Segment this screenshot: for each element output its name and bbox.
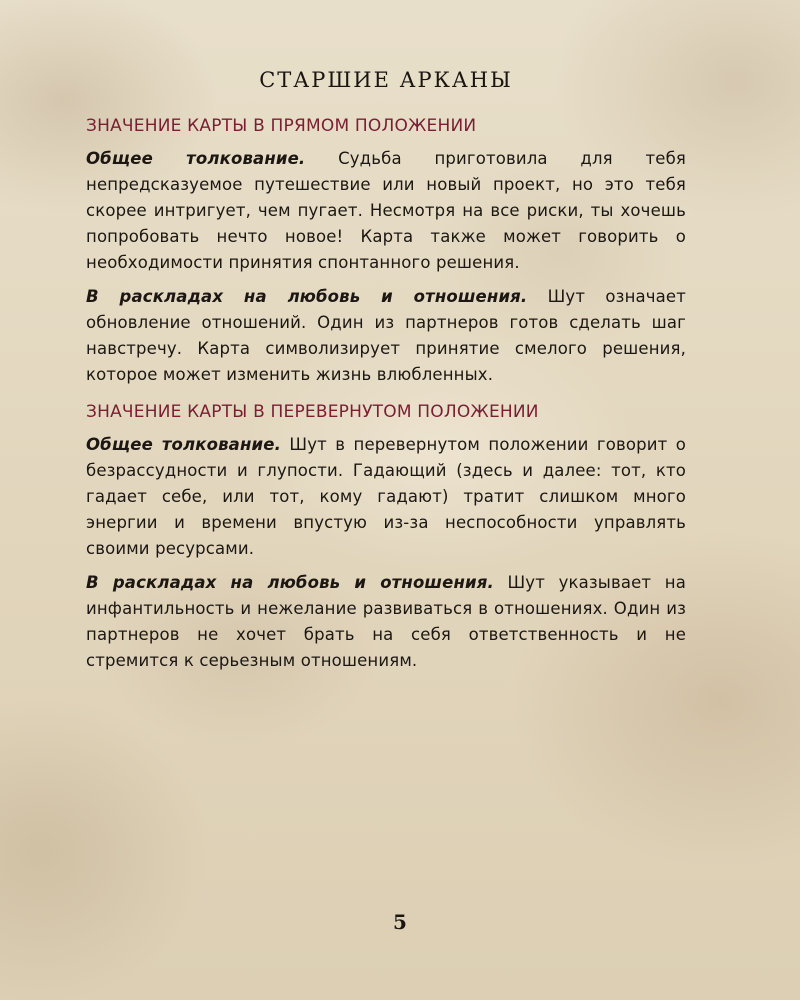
paragraph-lead: В раскладах на любовь и отношения. — [86, 287, 528, 306]
section-heading-upright: ЗНАЧЕНИЕ КАРТЫ В ПРЯМОМ ПОЛОЖЕНИИ — [86, 116, 477, 136]
running-head: СТАРШИЕ АРКАНЫ — [259, 68, 513, 92]
paragraph-general-reversed — [86, 432, 686, 562]
paragraph-love-upright — [86, 284, 686, 388]
paragraph-text: Судьба приготовила для тебя непредсказуемое путешествие или новый проект, но это тебя скорее интригует, чем пугает. Несмотря на все риски, ты хочешь попробовать нечто новое! Карта также может говорить о необходимости принятия спонтанного решения. — [86, 149, 686, 272]
section-reversed — [86, 402, 686, 674]
paragraph-general-upright — [86, 146, 686, 276]
paragraph-text: Шут означает обновление отношений. Один из партнеров готов сделать шаг навстречу. Карта символизирует принятие смелого решения, которое может изменить жизнь влюбленных. — [86, 287, 686, 384]
paragraph-love-reversed — [86, 570, 686, 674]
paragraph-lead: Общее толкование. — [86, 149, 306, 168]
section-upright — [86, 116, 686, 388]
page-number: 5 — [393, 910, 407, 934]
section-heading-reversed: ЗНАЧЕНИЕ КАРТЫ В ПЕРЕВЕРНУТОМ ПОЛОЖЕНИИ — [86, 402, 539, 422]
paragraph-text: Шут указывает на инфантильность и нежелание развиваться в отношениях. Один из партнеров не хочет брать на себя ответственность и не стремится к серьезным отношениям. — [86, 573, 686, 670]
paragraph-lead: В раскладах на любовь и отношения. — [86, 573, 494, 592]
paragraph-lead: Общее толкование. — [86, 435, 281, 454]
paragraph-text: Шут в перевернутом положении говорит о безрассудности и глупости. Гадающий (здесь и далее: тот, кто гадает себе, или тот, кому гадают) тратит слишком много энергии и времени впустую из-за неспособности управлять своими ресурсами. — [86, 435, 686, 558]
book-page — [86, 60, 686, 682]
